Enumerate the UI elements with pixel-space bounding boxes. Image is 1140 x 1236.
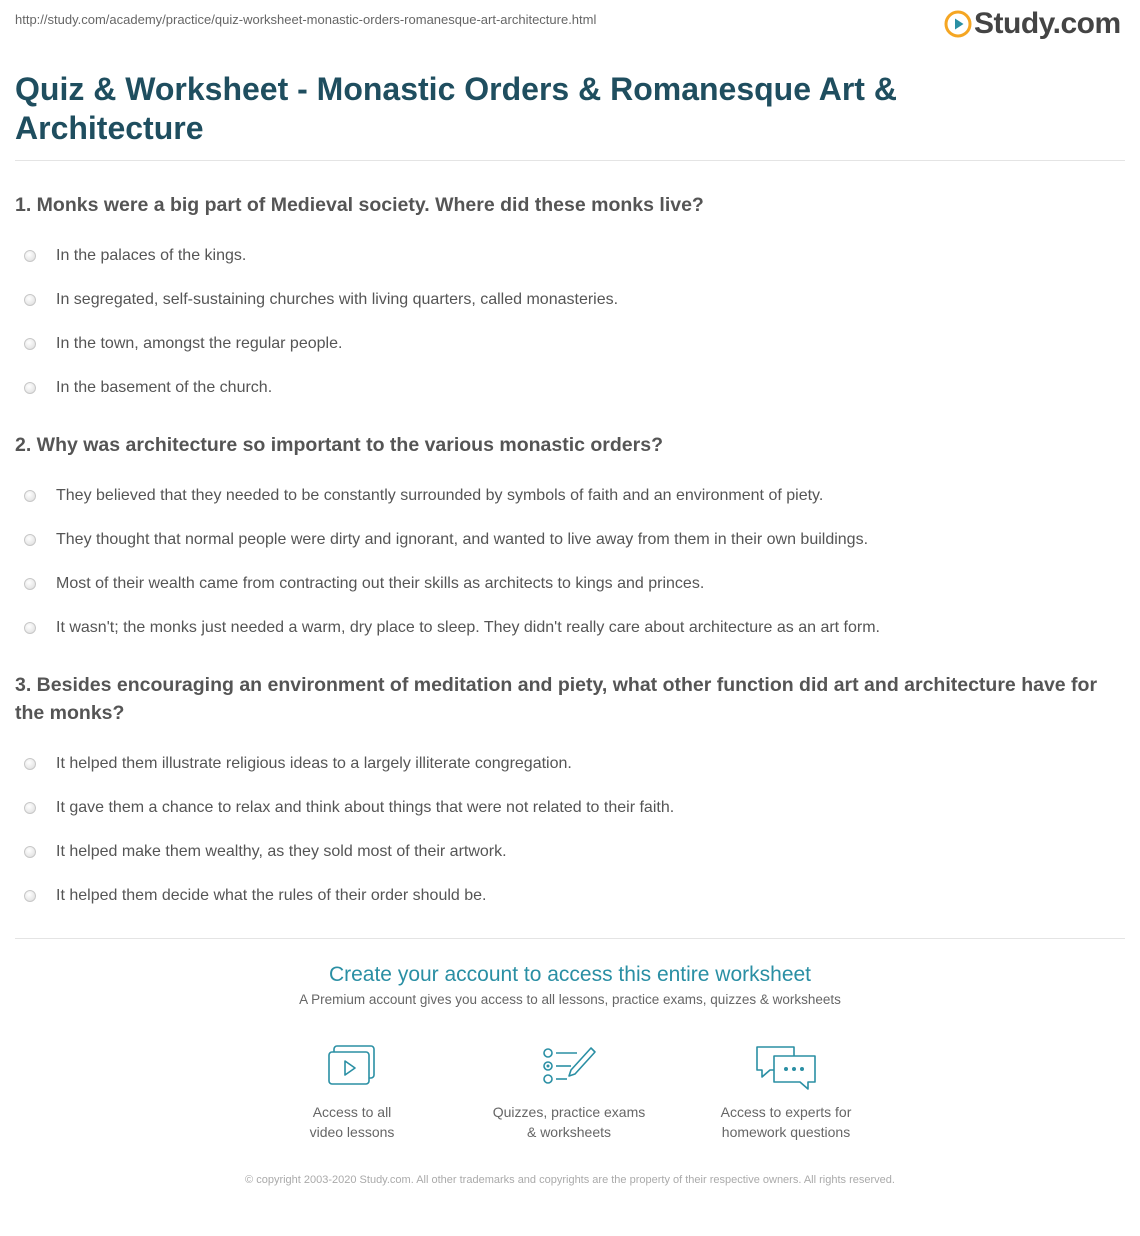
answer-text: It wasn't; the monks just needed a warm, dry place to sleep. They didn't really care about architecture as an art form. [56, 619, 880, 636]
answer-option[interactable] [15, 830, 1125, 874]
radio-button[interactable] [24, 338, 36, 350]
radio-button[interactable] [24, 382, 36, 394]
feature-video-lessons [252, 1044, 452, 1142]
radio-button[interactable] [24, 578, 36, 590]
account-cta [0, 960, 1140, 1007]
feature-list [0, 1044, 1140, 1144]
chat-bubbles-icon [754, 1044, 818, 1090]
quiz-checklist-icon [541, 1044, 597, 1090]
page-url: http://study.com/academy/practice/quiz-worksheet-monastic-orders-romanesque-art-architecture.html [15, 12, 597, 27]
radio-button[interactable] [24, 846, 36, 858]
answer-list [15, 234, 1125, 410]
feature-line: & worksheets [526, 1124, 612, 1140]
question-text: 2. Why was architecture so important to the various monastic orders? [15, 434, 663, 456]
create-account-link[interactable]: Create your account to access this entire worksheet [328, 963, 812, 986]
answer-text: It helped make them wealthy, as they sold most of their artwork. [56, 843, 507, 860]
answer-option[interactable] [15, 562, 1125, 606]
feature-text [252, 1102, 452, 1142]
video-lessons-icon [326, 1044, 378, 1090]
radio-button[interactable] [24, 534, 36, 546]
radio-button[interactable] [24, 294, 36, 306]
feature-line: Access to all [312, 1104, 392, 1120]
answer-text: It gave them a chance to relax and think about things that were not related to their faith. [56, 799, 675, 816]
feature-line: homework questions [721, 1124, 851, 1140]
answer-option[interactable] [15, 234, 1125, 278]
answer-text: In segregated, self-sustaining churches with living quarters, called monasteries. [56, 291, 619, 308]
answer-text: In the town, amongst the regular people. [56, 335, 343, 352]
radio-button[interactable] [24, 490, 36, 502]
radio-button[interactable] [24, 802, 36, 814]
answer-option[interactable] [15, 474, 1125, 518]
radio-button[interactable] [24, 622, 36, 634]
answer-option[interactable] [15, 366, 1125, 410]
cta-subtitle: A Premium account gives you access to all lessons, practice exams, quizzes & worksheets [299, 992, 841, 1007]
divider [15, 160, 1125, 161]
answer-option[interactable] [15, 786, 1125, 830]
answer-option[interactable] [15, 322, 1125, 366]
feature-line: video lessons [309, 1124, 395, 1140]
question-1 [15, 191, 1125, 410]
answer-text: It helped them illustrate religious ideas to a largely illiterate congregation. [56, 755, 572, 772]
feature-experts [686, 1044, 886, 1142]
copyright-footer: © copyright 2003-2020 Study.com. All other trademarks and copyrights are the property of their respective owners. All rights reserved. [245, 1174, 895, 1186]
answer-option[interactable] [15, 518, 1125, 562]
logo-text: Study.com [974, 7, 1121, 40]
feature-text [686, 1102, 886, 1142]
radio-button[interactable] [24, 250, 36, 262]
question-text: 1. Monks were a big part of Medieval society. Where did these monks live? [15, 194, 704, 216]
radio-button[interactable] [24, 890, 36, 902]
question-2 [15, 431, 1125, 650]
answer-text: In the basement of the church. [56, 379, 273, 396]
answer-text: They believed that they needed to be constantly surrounded by symbols of faith and an environment of piety. [56, 487, 824, 504]
study-logo[interactable] [944, 6, 1121, 42]
answer-option[interactable] [15, 606, 1125, 650]
page-title: Quiz & Worksheet - Monastic Orders & Romanesque Art & Architecture [15, 71, 897, 146]
answer-option[interactable] [15, 874, 1125, 918]
feature-quizzes [469, 1044, 669, 1142]
answer-option[interactable] [15, 278, 1125, 322]
answer-list [15, 742, 1125, 918]
feature-line: Quizzes, practice exams [492, 1104, 646, 1120]
play-circle-icon [944, 10, 972, 38]
answer-text: They thought that normal people were dirty and ignorant, and wanted to live away from them in their own buildings. [56, 531, 869, 548]
answer-text: It helped them decide what the rules of their order should be. [56, 887, 487, 904]
answer-text: Most of their wealth came from contracting out their skills as architects to kings and princes. [56, 575, 705, 592]
question-text: 3. Besides encouraging an environment of meditation and piety, what other function did art and architecture have for the monks? [15, 674, 1098, 724]
answer-list [15, 474, 1125, 650]
feature-text [469, 1102, 669, 1142]
feature-line: Access to experts for [720, 1104, 852, 1120]
divider [15, 938, 1125, 939]
question-3 [15, 671, 1125, 918]
answer-text: In the palaces of the kings. [56, 247, 247, 264]
answer-option[interactable] [15, 742, 1125, 786]
radio-button[interactable] [24, 758, 36, 770]
